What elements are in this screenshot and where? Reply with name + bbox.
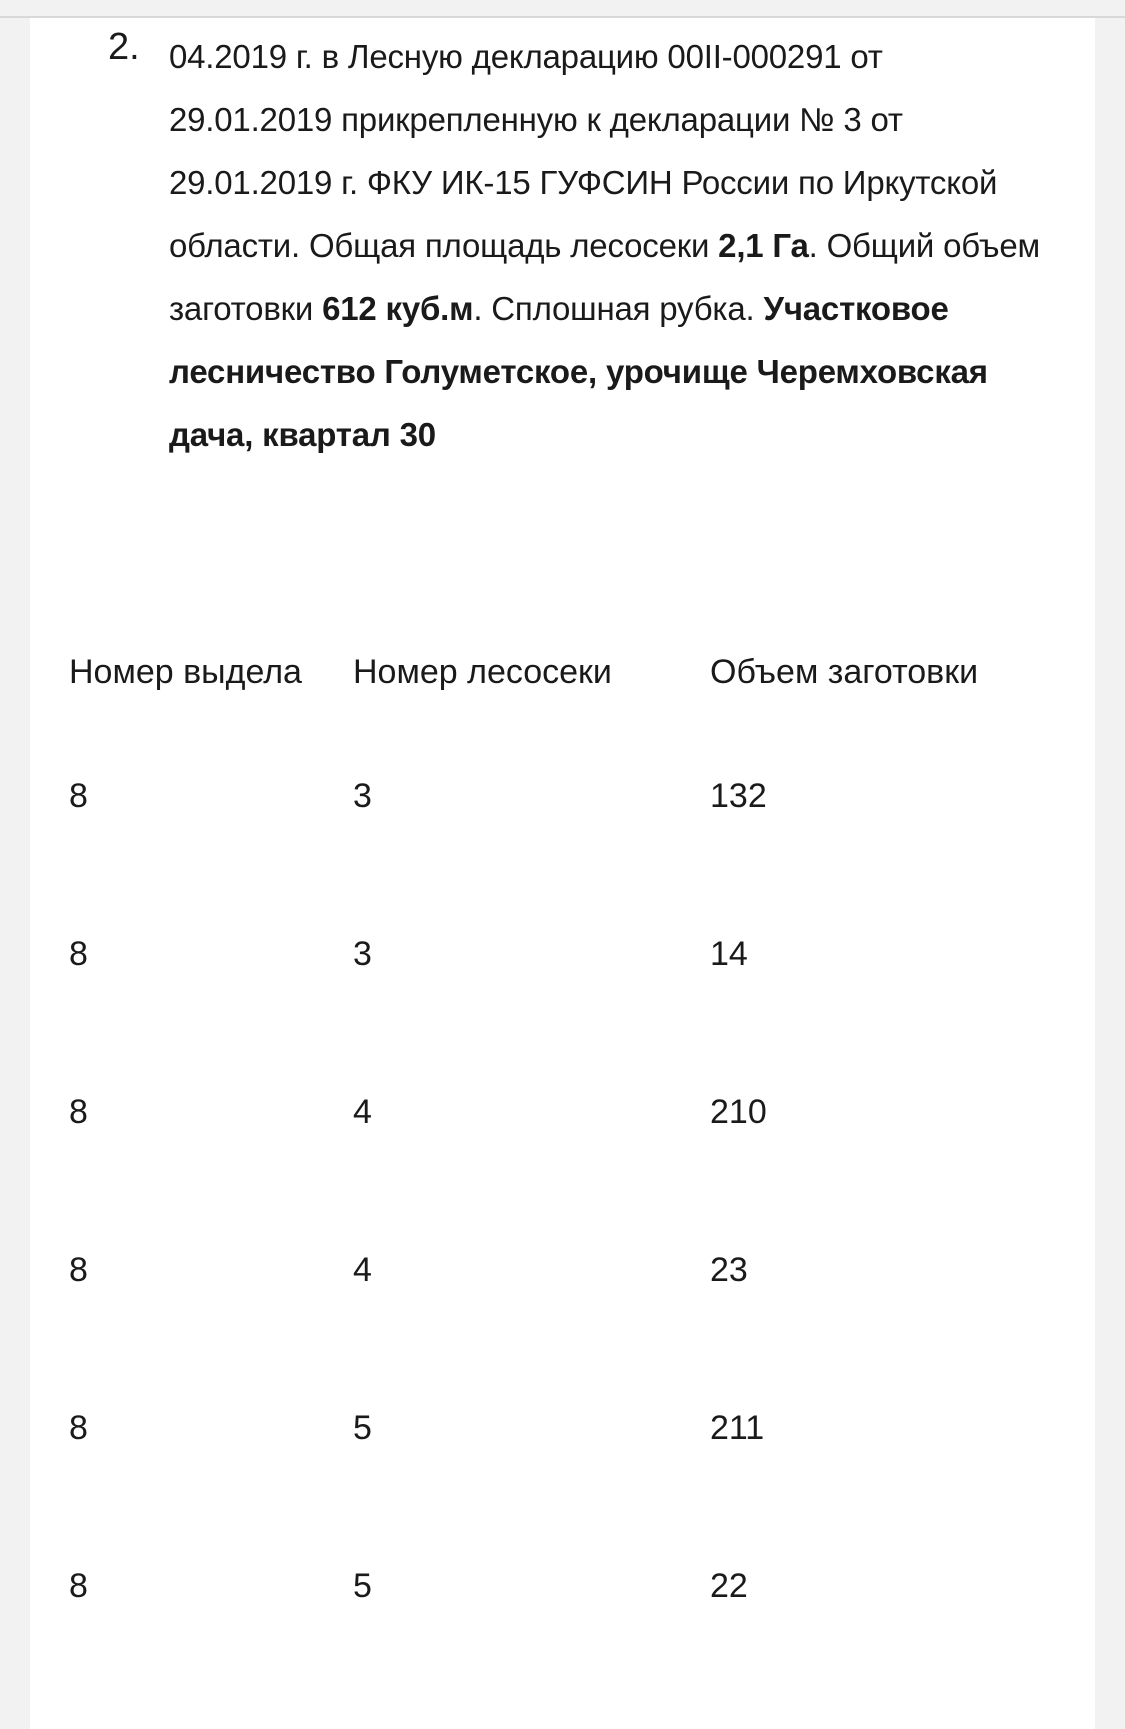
text-part: . Сплошная рубка. <box>473 290 764 327</box>
cell-cutting-area-number: 5 <box>353 1409 372 1447</box>
cell-harvest-volume: 23 <box>710 1251 748 1289</box>
forestry-location: Участковое лесничество Голуметское, урочище Черемховская дача, квартал 30 <box>169 290 988 453</box>
cell-cutting-area-number: 4 <box>353 1093 372 1131</box>
list-item-number: 2. <box>108 26 140 68</box>
total-volume: 612 куб.м <box>322 290 474 327</box>
text-part: . Общий объем заготовки <box>169 227 1040 327</box>
table-row <box>30 1562 1095 1720</box>
table-row <box>30 1088 1095 1246</box>
column-header-plot-number: Номер выдела <box>69 653 302 691</box>
list-item-text <box>169 25 1049 466</box>
cell-plot-number: 8 <box>69 935 88 973</box>
table-row <box>30 772 1095 930</box>
table-row <box>30 930 1095 1088</box>
cell-cutting-area-number: 4 <box>353 1251 372 1289</box>
cell-plot-number: 8 <box>69 1251 88 1289</box>
harvest-table <box>30 648 1095 1720</box>
cell-cutting-area-number: 3 <box>353 935 372 973</box>
cell-plot-number: 8 <box>69 777 88 815</box>
cell-harvest-volume: 210 <box>710 1093 767 1131</box>
document-page <box>30 18 1095 1729</box>
cell-plot-number: 8 <box>69 1567 88 1605</box>
table-header-row <box>30 648 1095 772</box>
cell-plot-number: 8 <box>69 1409 88 1447</box>
cell-harvest-volume: 132 <box>710 777 767 815</box>
column-header-harvest-volume: Объем заготовки <box>710 653 979 691</box>
table-row <box>30 1246 1095 1404</box>
table-row <box>30 1404 1095 1562</box>
cell-harvest-volume: 22 <box>710 1567 748 1605</box>
total-area: 2,1 Га <box>718 227 809 264</box>
column-header-cutting-area-number: Номер лесосеки <box>353 653 612 691</box>
cell-harvest-volume: 14 <box>710 935 748 973</box>
cell-cutting-area-number: 3 <box>353 777 372 815</box>
cell-plot-number: 8 <box>69 1093 88 1131</box>
cell-cutting-area-number: 5 <box>353 1567 372 1605</box>
cell-harvest-volume: 211 <box>710 1409 765 1447</box>
text-part: 04.2019 г. в Лесную декларацию 00II-000291 от 29.01.2019 прикрепленную к декларации № 3 от 29.01.2019 г. ФКУ ИК-15 ГУФСИН России по Иркутской области. Общая площадь лесосеки <box>169 38 998 264</box>
